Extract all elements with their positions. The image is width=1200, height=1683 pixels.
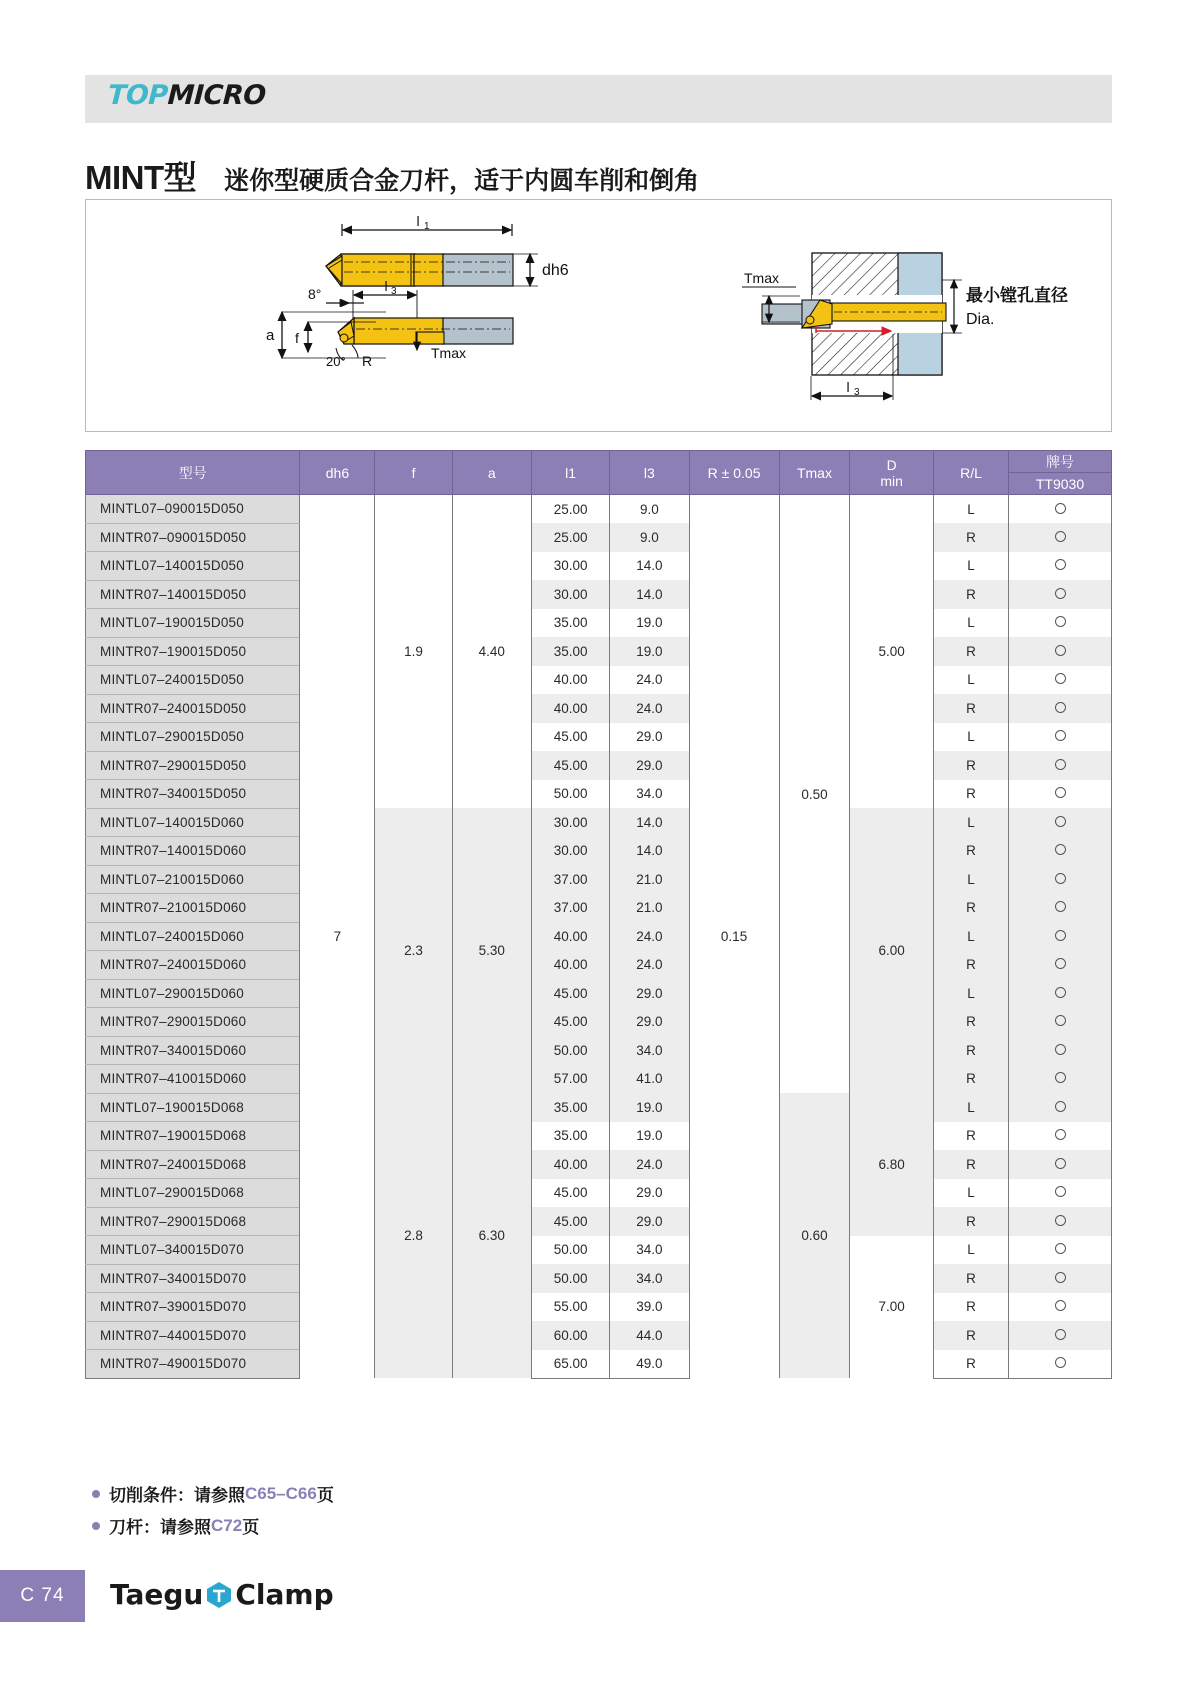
cell-rl: L: [933, 1179, 1008, 1208]
circle-icon: [1055, 616, 1066, 627]
cell-l1: 45.00: [531, 1179, 609, 1208]
header-l3: l3: [610, 451, 689, 495]
svg-text:l: l: [846, 379, 850, 395]
header-l1: l1: [531, 451, 609, 495]
cell-r-tolerance: 0.15: [689, 495, 779, 1379]
cell-rl: L: [933, 1093, 1008, 1122]
circle-icon: [1055, 787, 1066, 798]
cell-model: MINTL07–240015D050: [86, 666, 300, 695]
cell-grade-tt9030: [1009, 780, 1112, 809]
cell-model: MINTL07–140015D050: [86, 552, 300, 581]
cell-a: 4.40: [452, 495, 531, 809]
svg-text:dh6: dh6: [542, 262, 569, 279]
page-title: [85, 152, 699, 199]
cell-l3: 34.0: [610, 1236, 689, 1265]
technical-diagram-panel: [85, 199, 1112, 432]
brand-right-text: Clamp: [235, 1578, 334, 1611]
logo-micro-text: MICRO: [166, 80, 267, 111]
cell-model: MINTR07–490015D070: [86, 1350, 300, 1379]
table-row: [86, 1321, 1112, 1350]
table-row: [86, 979, 1112, 1008]
tool-diagram-svg: [86, 200, 1111, 431]
cell-l1: 55.00: [531, 1293, 609, 1322]
table-row: [86, 837, 1112, 866]
footnote-1-ref[interactable]: C65–C66: [245, 1483, 317, 1503]
cell-l3: 34.0: [610, 780, 689, 809]
cell-l3: 21.0: [610, 865, 689, 894]
cell-model: MINTR07–390015D070: [86, 1293, 300, 1322]
circle-icon: [1055, 759, 1066, 770]
cell-grade-tt9030: [1009, 1036, 1112, 1065]
svg-text:f: f: [295, 330, 299, 346]
hexagon-icon: [204, 1580, 234, 1610]
circle-icon: [1055, 588, 1066, 599]
table-row: [86, 780, 1112, 809]
circle-icon: [1055, 503, 1066, 514]
cell-model: MINTL07–290015D068: [86, 1179, 300, 1208]
cell-l1: 50.00: [531, 1264, 609, 1293]
cell-l1: 45.00: [531, 979, 609, 1008]
bullet-icon: [92, 1522, 100, 1530]
circle-icon: [1055, 1044, 1066, 1055]
cell-model: MINTR07–140015D050: [86, 580, 300, 609]
cell-model: MINTL07–290015D060: [86, 979, 300, 1008]
circle-icon: [1055, 1129, 1066, 1140]
cell-a: 5.30: [452, 808, 531, 1093]
cell-l1: 40.00: [531, 951, 609, 980]
circle-icon: [1055, 1101, 1066, 1112]
cell-grade-tt9030: [1009, 979, 1112, 1008]
topmicro-logo: [107, 80, 266, 111]
cell-l1: 50.00: [531, 1036, 609, 1065]
svg-text:1: 1: [424, 221, 430, 232]
cell-l3: 24.0: [610, 922, 689, 951]
cell-model: MINTL07–190015D050: [86, 609, 300, 638]
cell-model: MINTR07–340015D060: [86, 1036, 300, 1065]
cell-grade-tt9030: [1009, 495, 1112, 524]
cell-model: MINTL07–140015D060: [86, 808, 300, 837]
svg-text:Tmax: Tmax: [744, 270, 779, 286]
cell-l3: 24.0: [610, 951, 689, 980]
cell-grade-tt9030: [1009, 808, 1112, 837]
cell-rl: L: [933, 865, 1008, 894]
circle-icon: [1055, 673, 1066, 684]
cell-model: MINTR07–290015D050: [86, 751, 300, 780]
cell-l1: 30.00: [531, 552, 609, 581]
table-header-row: [86, 451, 1112, 473]
table-row: [86, 580, 1112, 609]
table-row: [86, 1093, 1112, 1122]
cell-l3: 14.0: [610, 837, 689, 866]
cell-rl: L: [933, 552, 1008, 581]
cell-rl: R: [933, 1150, 1008, 1179]
table-row: [86, 609, 1112, 638]
cell-rl: R: [933, 1207, 1008, 1236]
svg-text:l: l: [384, 278, 388, 294]
circle-icon: [1055, 873, 1066, 884]
cell-model: MINTL07–290015D050: [86, 723, 300, 752]
table-row: [86, 1264, 1112, 1293]
circle-icon: [1055, 1072, 1066, 1083]
footnotes: [92, 1481, 334, 1545]
cell-rl: R: [933, 637, 1008, 666]
cell-rl: L: [933, 609, 1008, 638]
logo-top-text: TOP: [107, 80, 169, 111]
table-row: [86, 1150, 1112, 1179]
cell-grade-tt9030: [1009, 552, 1112, 581]
cell-grade-tt9030: [1009, 1122, 1112, 1151]
cell-tmax: 0.60: [779, 1093, 850, 1378]
cell-model: MINTR07–210015D060: [86, 894, 300, 923]
cell-l3: 41.0: [610, 1065, 689, 1094]
cell-grade-tt9030: [1009, 1321, 1112, 1350]
cell-l1: 57.00: [531, 1065, 609, 1094]
circle-icon: [1055, 958, 1066, 969]
cell-grade-tt9030: [1009, 922, 1112, 951]
cell-model: MINTR07–090015D050: [86, 523, 300, 552]
cell-l3: 21.0: [610, 894, 689, 923]
cell-f: 1.9: [375, 495, 452, 809]
svg-text:8°: 8°: [308, 286, 322, 302]
svg-text:R: R: [362, 353, 373, 369]
cell-rl: R: [933, 837, 1008, 866]
footnote-2-text: 刀杆：请参照: [109, 1518, 211, 1537]
cell-l3: 49.0: [610, 1350, 689, 1379]
cell-rl: L: [933, 495, 1008, 524]
cell-f: 2.8: [375, 1093, 452, 1378]
cell-model: MINTR07–410015D060: [86, 1065, 300, 1094]
footnote-2-ref[interactable]: C72: [211, 1515, 243, 1535]
table-row: [86, 951, 1112, 980]
circle-icon: [1055, 1015, 1066, 1026]
cell-rl: R: [933, 780, 1008, 809]
header-grade-tt9030: TT9030: [1009, 473, 1112, 495]
cell-model: MINTL07–210015D060: [86, 865, 300, 894]
cell-model: MINTR07–240015D068: [86, 1150, 300, 1179]
circle-icon: [1055, 1215, 1066, 1226]
cell-grade-tt9030: [1009, 894, 1112, 923]
cell-l1: 40.00: [531, 922, 609, 951]
cell-grade-tt9030: [1009, 1150, 1112, 1179]
cell-rl: R: [933, 951, 1008, 980]
cell-l1: 40.00: [531, 1150, 609, 1179]
taeguclamp-logo: [110, 1578, 334, 1611]
table-row: [86, 1236, 1112, 1265]
footnote-1-text: 切削条件：请参照: [109, 1486, 245, 1505]
circle-icon: [1055, 730, 1066, 741]
table-row: [86, 1036, 1112, 1065]
cell-l1: 50.00: [531, 780, 609, 809]
cell-rl: R: [933, 1122, 1008, 1151]
cell-l3: 24.0: [610, 1150, 689, 1179]
table-row: [86, 694, 1112, 723]
header-grade-group: 牌号: [1009, 451, 1112, 473]
circle-icon: [1055, 1272, 1066, 1283]
header-f: f: [375, 451, 452, 495]
table-row: [86, 922, 1112, 951]
svg-text:Tmax: Tmax: [431, 345, 466, 361]
cell-grade-tt9030: [1009, 865, 1112, 894]
cell-grade-tt9030: [1009, 637, 1112, 666]
cell-rl: L: [933, 808, 1008, 837]
cell-rl: R: [933, 580, 1008, 609]
cell-l1: 30.00: [531, 837, 609, 866]
cell-grade-tt9030: [1009, 523, 1112, 552]
cell-model: MINTR07–340015D070: [86, 1264, 300, 1293]
cell-grade-tt9030: [1009, 723, 1112, 752]
header-tmax: Tmax: [779, 451, 850, 495]
cell-l3: 34.0: [610, 1264, 689, 1293]
cell-l3: 29.0: [610, 751, 689, 780]
table-row: [86, 1008, 1112, 1037]
circle-icon: [1055, 930, 1066, 941]
cell-d-min: 6.00: [850, 808, 934, 1093]
table-row: [86, 894, 1112, 923]
table-row: [86, 865, 1112, 894]
bullet-icon: [92, 1490, 100, 1498]
cell-l3: 29.0: [610, 1179, 689, 1208]
cell-model: MINTR07–240015D060: [86, 951, 300, 980]
table-row: [86, 552, 1112, 581]
cell-grade-tt9030: [1009, 837, 1112, 866]
table-row: [86, 1122, 1112, 1151]
cell-rl: R: [933, 894, 1008, 923]
svg-text:最小镗孔直径: 最小镗孔直径: [966, 286, 1068, 306]
cell-model: MINTR07–140015D060: [86, 837, 300, 866]
footnote-1-suffix: 页: [316, 1486, 334, 1505]
cell-l1: 45.00: [531, 723, 609, 752]
cell-model: MINTR07–340015D050: [86, 780, 300, 809]
circle-icon: [1055, 1357, 1066, 1368]
circle-icon: [1055, 1186, 1066, 1197]
cell-grade-tt9030: [1009, 1093, 1112, 1122]
svg-text:l: l: [416, 213, 420, 229]
circle-icon: [1055, 901, 1066, 912]
table-row: [86, 1293, 1112, 1322]
header-model: 型号: [86, 451, 300, 495]
cell-grade-tt9030: [1009, 1293, 1112, 1322]
cell-a: 6.30: [452, 1093, 531, 1378]
cell-l3: 9.0: [610, 523, 689, 552]
table-body: [86, 495, 1112, 1379]
cell-rl: R: [933, 1350, 1008, 1379]
cell-model: MINTL07–340015D070: [86, 1236, 300, 1265]
cell-grade-tt9030: [1009, 1179, 1112, 1208]
table-row: [86, 637, 1112, 666]
footnote-toolholder: [92, 1513, 334, 1538]
cell-l1: 45.00: [531, 1008, 609, 1037]
cell-l1: 37.00: [531, 894, 609, 923]
header-a: a: [452, 451, 531, 495]
cell-rl: L: [933, 979, 1008, 1008]
cell-l3: 19.0: [610, 1093, 689, 1122]
svg-text:3: 3: [391, 286, 397, 297]
cell-l3: 29.0: [610, 723, 689, 752]
svg-text:20°: 20°: [326, 354, 346, 369]
cell-l3: 14.0: [610, 808, 689, 837]
cell-l1: 50.00: [531, 1236, 609, 1265]
cell-model: MINTL07–090015D050: [86, 495, 300, 524]
specification-table: [85, 450, 1112, 1379]
cell-l1: 25.00: [531, 495, 609, 524]
cell-l1: 35.00: [531, 1093, 609, 1122]
cell-model: MINTL07–240015D060: [86, 922, 300, 951]
cell-l1: 35.00: [531, 637, 609, 666]
cell-rl: L: [933, 922, 1008, 951]
table-row: [86, 1350, 1112, 1379]
cell-model: MINTR07–240015D050: [86, 694, 300, 723]
cell-d-min: 5.00: [850, 495, 934, 809]
cell-grade-tt9030: [1009, 751, 1112, 780]
header-rl: R/L: [933, 451, 1008, 495]
cell-l3: 29.0: [610, 979, 689, 1008]
cell-f: 2.3: [375, 808, 452, 1093]
circle-icon: [1055, 816, 1066, 827]
footnote-cutting-conditions: [92, 1481, 334, 1506]
footnote-2-suffix: 页: [242, 1518, 260, 1537]
svg-text:a: a: [266, 327, 275, 344]
cell-grade-tt9030: [1009, 666, 1112, 695]
cell-rl: R: [933, 1036, 1008, 1065]
cell-l3: 24.0: [610, 666, 689, 695]
cell-l3: 19.0: [610, 1122, 689, 1151]
cell-l3: 14.0: [610, 552, 689, 581]
circle-icon: [1055, 559, 1066, 570]
cell-model: MINTR07–190015D050: [86, 637, 300, 666]
svg-text:Dia.: Dia.: [966, 311, 995, 328]
table-row: [86, 666, 1112, 695]
cell-model: MINTR07–290015D068: [86, 1207, 300, 1236]
cell-l3: 19.0: [610, 609, 689, 638]
cell-l1: 30.00: [531, 808, 609, 837]
page-number-badge: C 74: [0, 1570, 85, 1622]
table-row: [86, 808, 1112, 837]
cell-l1: 60.00: [531, 1321, 609, 1350]
cell-grade-tt9030: [1009, 1236, 1112, 1265]
cell-rl: L: [933, 666, 1008, 695]
cell-l1: 37.00: [531, 865, 609, 894]
table-row: [86, 1207, 1112, 1236]
cell-rl: R: [933, 694, 1008, 723]
cell-grade-tt9030: [1009, 1065, 1112, 1094]
cell-d-min: 6.80: [850, 1093, 934, 1236]
cell-rl: R: [933, 751, 1008, 780]
cell-l3: 34.0: [610, 1036, 689, 1065]
cell-l1: 40.00: [531, 694, 609, 723]
circle-icon: [1055, 1243, 1066, 1254]
cell-l1: 40.00: [531, 666, 609, 695]
cell-dh6: 7: [300, 495, 375, 1379]
table-row: [86, 723, 1112, 752]
cell-grade-tt9030: [1009, 580, 1112, 609]
cell-rl: R: [933, 1321, 1008, 1350]
brand-left-text: Taegu: [110, 1578, 204, 1611]
table-row: [86, 1179, 1112, 1208]
cell-l3: 9.0: [610, 495, 689, 524]
circle-icon: [1055, 702, 1066, 713]
cell-grade-tt9030: [1009, 1350, 1112, 1379]
cell-l3: 14.0: [610, 580, 689, 609]
cell-model: MINTR07–440015D070: [86, 1321, 300, 1350]
table-row: [86, 495, 1112, 524]
cell-l3: 19.0: [610, 637, 689, 666]
cell-model: MINTR07–190015D068: [86, 1122, 300, 1151]
cell-l1: 35.00: [531, 609, 609, 638]
header-r-tolerance: R ± 0.05: [689, 451, 779, 495]
table-row: [86, 523, 1112, 552]
cell-l3: 29.0: [610, 1207, 689, 1236]
cell-grade-tt9030: [1009, 694, 1112, 723]
cell-grade-tt9030: [1009, 609, 1112, 638]
cell-l3: 24.0: [610, 694, 689, 723]
cell-l1: 35.00: [531, 1122, 609, 1151]
circle-icon: [1055, 1329, 1066, 1340]
title-subtitle: 迷你型硬质合金刀杆，适于内圆车削和倒角: [224, 167, 700, 195]
cell-d-min: 7.00: [850, 1236, 934, 1379]
cell-rl: R: [933, 1008, 1008, 1037]
cell-model: MINTR07–290015D060: [86, 1008, 300, 1037]
cell-l3: 39.0: [610, 1293, 689, 1322]
table-row: [86, 751, 1112, 780]
cell-l1: 30.00: [531, 580, 609, 609]
cell-rl: R: [933, 1264, 1008, 1293]
cell-grade-tt9030: [1009, 1008, 1112, 1037]
cell-l1: 45.00: [531, 1207, 609, 1236]
cell-rl: R: [933, 1293, 1008, 1322]
cell-rl: L: [933, 723, 1008, 752]
header-d-min: [850, 451, 934, 495]
header-d-line2: min: [880, 472, 903, 489]
circle-icon: [1055, 1158, 1066, 1169]
title-main: MINT型: [85, 159, 197, 196]
table-row: [86, 1065, 1112, 1094]
cell-grade-tt9030: [1009, 1207, 1112, 1236]
cell-grade-tt9030: [1009, 951, 1112, 980]
header-d-line1: D: [886, 456, 897, 473]
cell-rl: L: [933, 1236, 1008, 1265]
circle-icon: [1055, 844, 1066, 855]
circle-icon: [1055, 531, 1066, 542]
circle-icon: [1055, 1300, 1066, 1311]
cell-l1: 65.00: [531, 1350, 609, 1379]
cell-tmax: 0.50: [779, 495, 850, 1094]
header-dh6: dh6: [300, 451, 375, 495]
cell-rl: R: [933, 1065, 1008, 1094]
cell-grade-tt9030: [1009, 1264, 1112, 1293]
circle-icon: [1055, 645, 1066, 656]
cell-l3: 29.0: [610, 1008, 689, 1037]
cell-model: MINTL07–190015D068: [86, 1093, 300, 1122]
cell-rl: R: [933, 523, 1008, 552]
circle-icon: [1055, 987, 1066, 998]
cell-l1: 45.00: [531, 751, 609, 780]
cell-l3: 44.0: [610, 1321, 689, 1350]
svg-text:3: 3: [854, 387, 860, 398]
cell-l1: 25.00: [531, 523, 609, 552]
